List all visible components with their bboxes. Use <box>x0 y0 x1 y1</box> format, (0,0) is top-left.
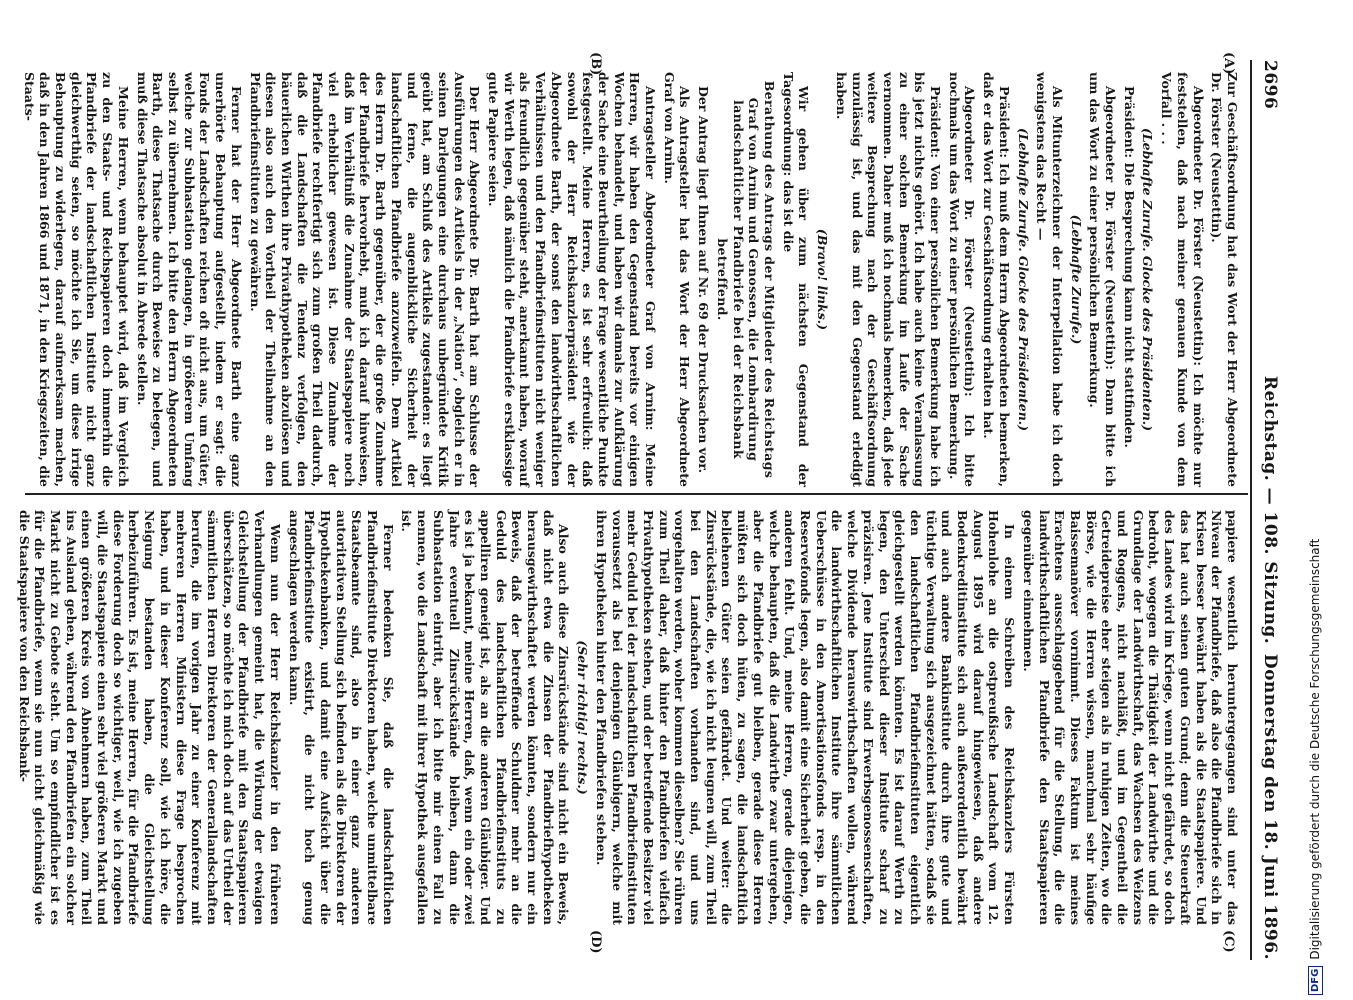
page-number: 2696 <box>1260 60 1280 110</box>
header-rule <box>1250 60 1252 960</box>
credit-text: Digitalisierung gefördert durch die Deutsche Forschungsgemeinschaft <box>1308 538 1322 960</box>
stage-direction: (Sehr richtig! rechts.) <box>575 640 591 795</box>
stage-direction: (Lebhafte Zurufe. Glocke des Präsidenten.) <box>1140 127 1156 432</box>
digitization-credit <box>1289 0 1329 1000</box>
paragraph: Wenn nun der Herr Reichskanzler in den früheren Verhandlungen gemeint hat, die Wirkung der etwaigen Gleichstellung der Pfandbriefe mit den Staatspapieren überschätzen, so möchte ich mich doch auf das Urtheil der sämmtlichen Herren Direktoren der Generallandschaften berufen, die im vorigen Jahr zu einer Konferenz mit mehreren Herren Ministern diese Frage besprochen haben, und in dieser Konferenz soll, wie ich höre, die Neigung bestanden haben, die Gleichstellung herbeizuführen. Es ist, meine Herren, für die Pfandbriefe diese Forderung doch so wichtiger, weil, wie ich zugeben will, die Staatspapiere einen sehr viel größeren Markt und einen größeren Kreis von Abnehmern haben, zum Theil ins Ausland gehen, während den Pfandbriefen ein solcher Markt nicht zu Gebote steht. Um so empfindlicher ist es für die Pfandbriefe, wenn sie nun nicht gleichmäßig wie die Staatspapiere von den Reichsbank- <box>16 510 283 925</box>
agenda-heading: Berathung des Antrags der Mitglieder des Reichstags Graf von Arnim und Genossen, die Lombardirung landschaftlicher Pfandbriefe bei der Reichsbank betreffend. <box>714 80 778 479</box>
paragraph: Der Antrag liegt Ihnen auf Nr. 69 der Drucksachen vor. <box>696 86 712 474</box>
paragraph: Als Antragsteller hat das Wort der Herr Abgeordnete Graf von Arnim. <box>661 72 693 487</box>
stage-direction: (Lebhafte Zurufe.) <box>1068 214 1084 345</box>
paragraph: Wir gehen über zum nächsten Gegenstand der Tagesordnung: das ist die <box>780 72 812 487</box>
running-title: Reichstag. — 108. Sitzung. <box>1260 375 1280 645</box>
paragraph: Abgeordneter Dr. Förster (Neustettin): Ich möchte nur feststellen, daß nach meiner genauen Kunde von dem Vorfall . . . <box>1159 72 1206 487</box>
paragraph: Meine Herren, wenn behauptet wird, daß im Vergleich zu den Staats- und Reichspapieren doch immerhin die Pfandbriefe der landschaftlichen Institute nicht ganz gleichwerthig seien, so möchte ich Sie, um diese irrige Behauptung zu widerlegen, darauf aufmerksam machen, daß in den Jahren 1866 und 1871, in den Kriegszeiten, die Staats- <box>21 72 131 487</box>
paragraph: Ferner hat der Herr Abgeordnete Barth eine ganz unerhörte Behauptung aufgestellt, indem er sagt: die Fonds der Landschaften reichen oft nicht aus, um Güter, welche zur Subhastation gelangen, in größerem Umfang selbst zu übernehmen. Ich bitte den Herrn Abgeordneten Barth, diese Thatsache durch Beweise zu belegen, und muß diese Thatsache absolut in Abrede stellen. <box>134 72 244 487</box>
column-divider <box>25 493 1248 495</box>
paragraph: Ferner bedenken Sie, daß die landschaftlichen Pfandbriefinstitute Direktoren haben, welche unmittelbare Staatsbeamte sind, also in einer ganz anderen autoritativen Stellung sich befinden als die Direktoren der Hypothekenbanken, und damit eine Aufsicht über die Pfandbriefinstitute existirt, die nicht hoch genug angeschlagen werden kann. <box>286 510 396 925</box>
paragraph: Der Herr Abgeordnete Dr. Barth hat am Schlusse der Ausführungen des Artikels in der „Nation“, obgleich er in seinen Darlegungen eine durchaus unbegründete Kritik geübt hat, am Schluß des Artikels zugestanden: es liegt und ferne, die augenblickliche Sicherheit der landschaftlichen Pfandbriefe anzuzweifeln. Dem Artikel des Herrn Dr. Barth gegenüber, der die große Zunahme der Pfandbriefe hervorhebt, muß ich darauf hinweisen, daß im Verhältniß die Zunahme der Staatspapiere noch viel erheblicher gewesen ist. Diese Zunahme der Pfandbriefe rechtfertigt sich zum großen Theil dadurch, daß die Landschaften die Tendenz verfolgen, den bäuerlichen Wirthen ihre Privathypotheken abzulösen und diesen also auch den Vortheil der Theilnahme an den Pfandbriefinstituten zu gewähren. <box>247 72 483 487</box>
session-date: Donnerstag den 18. Juni 1896. <box>1260 653 1280 960</box>
paragraph: In einem Schreiben des Reichskanzlers Fürsten Hohenlohe an die ostpreußische Landschaft vom 12. August 1895 wird darauf hingewiesen, daß andere Bodenkreditinstitute sich auch außerordentlich bewährt und auch andere Bankinstitute durch ihre gute und tüchtige Verwaltung sich ausgezeichnet hätten, sodaß sie den landschaftlichen Pfandbriefinstituten eigentlich gleichgestellt werden könnten. Es ist darauf Werth zu legen, den Unterschied dieser Institute scharf zu präzisiren. Jene Institute sind Erwerbsgenossenschaften, welche Dividende herauswirthschaften wollen, während die landwirthschaftlichen Institute ihre sämmtlichen Ueberschüsse in den Amortisationsfonds resp. in den Reservefonds legen, also damit eine Sicherheit geben, die anderen fehlt. Und, meine Herren, gerade diejenigen, welche behaupten, daß die Landwirthe zwar untergehen, aber die Pfandbriefe gut bleiben, gerade diese Herren müßten sich doch hüten, zu sagen, die landschaftlich beliehenen Güter seien gefährdet. Und weiter: die Zinsrückstände, die, wie ich nicht leugnen will, zum Theil bei den Landschaften vorhanden sind, und uns vorgehalten werden, woher kommen dieselben? Sie rühren zum Theil daher, daß hinter den Pfandbriefen vielfach Privathypotheken stehen, und der betreffende Besitzer viel mehr Geduld bei der landschaftlichen Pfandbriefinstituten voraussetzt als bei denjenigen Gläubigern, welche mit ihren Hypotheken hinter den Pfandbriefen stehen. <box>593 510 1018 925</box>
paragraph: Präsident: Die Besprechung kann nicht stattfinden. <box>1121 86 1137 448</box>
margin-marker-a: (A) <box>1221 52 1236 75</box>
stage-direction: (Lebhafte Zurufe. Glocke des Präsidenten.) <box>1015 127 1031 432</box>
page-header <box>1254 60 1280 960</box>
margin-marker-c: (C) <box>1221 930 1236 953</box>
paragraph: Präsident: Ich muß dem Herrn Abgeordneten bemerken, daß er das Wort zur Geschäftsordnung erhalten hat. <box>981 72 1012 487</box>
paragraph: Zur Geschäftsordnung hat das Wort der Herr Abgeordnete Dr. Förster (Neustettin). <box>1209 72 1240 487</box>
left-text-column <box>21 72 1240 487</box>
paragraph: Also auch diese Zinsrückstände sind nicht ein Beweis, daß nicht etwa die Zinsen der Pfandbriefhypotheken herausgewirthschaftet werden könnten, sondern nur ein Beweis, daß der betreffende Schuldner mehr an die Geduld des landschaftlichen Pfandbriefinstituts zu appelliren geneigt ist, als an die anderen Gläubiger. Und es ist ja bekannt, meine Herren, daß, wenn ein oder zwei Jahre eventuell Zinsrückstände bleiben, dann die Subhastation eintritt, aber ich bitte mir einen Fall zu nennen, wo die Landschaft mit ihrer Hypothek ausgefallen ist. <box>399 510 572 925</box>
paragraph: Präsident: Von einer persönlichen Bemerkung habe ich bis jetzt nichts gehört. Ich habe auch keine Veranlassung zu einer solchen Bemerkung im Laufe der Sache vernommen. Daher muß ich nochmals bemerken, daß jede weitere Besprechung nach der Geschäftsordnung unzulässig ist, und das mit den Gegenstand erledigt haben. <box>833 72 944 487</box>
dfg-logo: DFG <box>1308 966 1323 995</box>
stage-direction: (Bravo! links.) <box>815 228 831 331</box>
right-text-column <box>16 510 1240 925</box>
paragraph: Antragsteller Abgeordneter Graf von Arnim: Meine Herren, wir haben den Gegenstand bereits vor einigen Wochen behandelt, und haben wir damals zur Aufklärung der Sache eine Beurtheilung der Frage wesentliche Punkte festgestellt. Meine Herren, es ist sehr erfreulich: daß sowohl der Herr Reichskanzlerpräsident wie der Abgeordnete Barth, der sonst den landwirthschaftlichen Verhältnissen und den Pfandbriefinstituten nicht weniger als freundlich gegenüber steht, anerkannt haben, worauf wir Werth legen, daß nämlich die Pfandbriefe erstklassige gute Papiere seien. <box>486 72 659 487</box>
paragraph: Als Mitunterzeichner der Interpellation habe ich doch wenigstens das Recht — <box>1034 72 1065 487</box>
margin-marker-d: (D) <box>588 930 603 954</box>
paragraph: papiere wesentlich heruntergegangen sind unter das Niveau der Pfandbriefe, daß also die Pfandbriefe sich in Krisen besser bewährt haben als die Staatspapiere. Und das hat auch seinen guten Grund; denn die Steuerkraft des Landes wird im Kriege, wenn nicht gefährdet, so doch bedroht, wogegen die Thätigkeit der Landwirthe und die Grundlage der Landwirthschaft, das Wachsen des Weizens und Roggens, nicht nachläßt, und im Gegentheil die Getreidepreise eher steigen als in ruhigen Zeiten, wo die Börse, wie die Herren wissen, manchmal sehr häufige Baissemanöver vornimmt. Dieses Faktum ist meines Erachtens ausschlaggebend für die Stellung, die die landwirthschaftlichen Pfandbriefe den Staatspapieren gegenüber einnehmen. <box>1020 510 1240 925</box>
paragraph: Abgeordneter Dr. Förster (Neustettin): Ich bitte nochmals um das Wort zu einer persönlichen Bemerkung. <box>946 72 978 487</box>
paragraph: Abgeordneter Dr. Förster (Neustettin): Dann bitte ich um das Wort zu einer persönlichen Bemerkung. <box>1087 72 1119 487</box>
margin-marker-b: (B) <box>588 52 603 76</box>
